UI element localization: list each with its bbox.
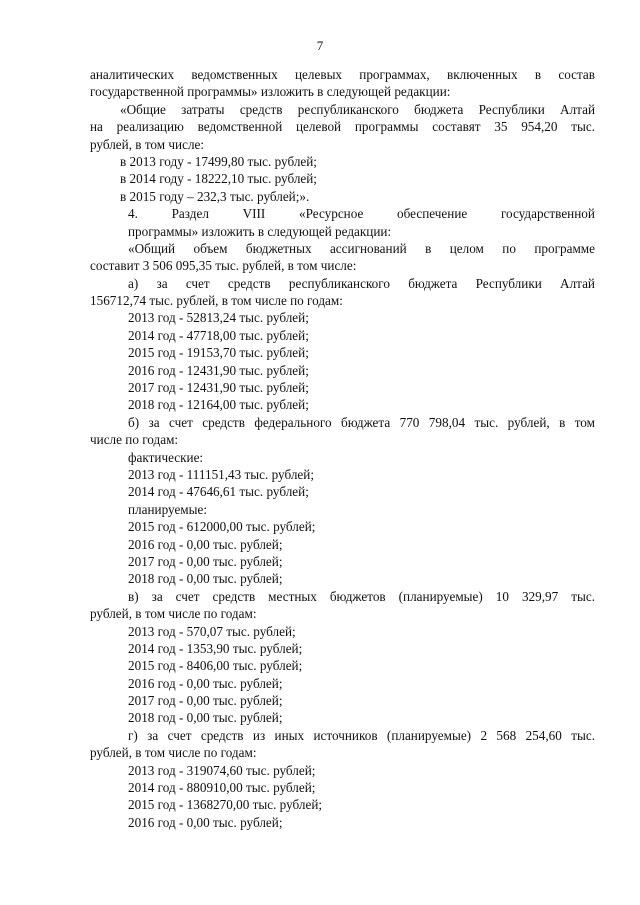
item-4-word: «Ресурсное bbox=[299, 206, 364, 222]
text-line: 2014 год - 1353,90 тыс. рублей; bbox=[128, 640, 303, 656]
text-line: 2016 год - 0,00 тыс. рублей; bbox=[128, 814, 283, 830]
text-line: государственной программы» изложить в следующей редакции: bbox=[90, 84, 451, 100]
item-4-word: государственной bbox=[500, 206, 595, 222]
text-line: а) за счет средств республиканского бюджета Республики Алтай bbox=[128, 275, 595, 291]
paragraph-block-2 bbox=[90, 240, 595, 831]
text-line: в 2015 году – 232,3 тыс. рублей;». bbox=[120, 188, 310, 204]
text-line: 2016 год - 0,00 тыс. рублей; bbox=[128, 675, 283, 691]
text-line: 2018 год - 0,00 тыс. рублей; bbox=[128, 710, 283, 726]
text-line: 2015 год - 612000,00 тыс. рублей; bbox=[128, 519, 316, 535]
text-line: рублей, в том числе по годам: bbox=[90, 606, 257, 622]
paragraph-block-1 bbox=[90, 66, 595, 205]
text-line: 2013 год - 52813,24 тыс. рублей; bbox=[128, 310, 309, 326]
text-line: в 2014 году - 18222,10 тыс. рублей; bbox=[120, 171, 317, 187]
text-line: 2013 год - 111151,43 тыс. рублей; bbox=[128, 466, 314, 482]
text-line: 2017 год - 12431,90 тыс. рублей; bbox=[128, 380, 309, 396]
text-line: в) за счет средств местных бюджетов (планируемые) 10 329,97 тыс. bbox=[128, 588, 595, 604]
text-line: на реализацию ведомственной целевой программы составят 35 954,20 тыс. bbox=[90, 119, 595, 135]
text-line: 2018 год - 0,00 тыс. рублей; bbox=[128, 571, 283, 587]
text-line: 2013 год - 319074,60 тыс. рублей; bbox=[128, 762, 316, 778]
text-line: в 2013 году - 17499,80 тыс. рублей; bbox=[120, 153, 317, 169]
text-line: «Общий объем бюджетных ассигнований в целом по программе bbox=[128, 240, 595, 256]
text-line: планируемые: bbox=[128, 501, 208, 517]
text-line: 2015 год - 19153,70 тыс. рублей; bbox=[128, 345, 309, 361]
item-4-number: 4. bbox=[128, 206, 138, 222]
page-number: 7 bbox=[316, 38, 324, 53]
document-body bbox=[90, 66, 595, 831]
item-4-continuation: программы» изложить в следующей редакции: bbox=[128, 223, 392, 239]
text-line: рублей, в том числе: bbox=[90, 136, 205, 152]
text-line: аналитических ведомственных целевых программах, включенных в состав bbox=[90, 67, 595, 82]
item-4-heading bbox=[90, 205, 595, 222]
text-line: 2014 год - 47646,61 тыс. рублей; bbox=[128, 484, 309, 500]
item-4-word: обеспечение bbox=[397, 206, 468, 222]
text-line: 2017 год - 0,00 тыс. рублей; bbox=[128, 693, 283, 709]
text-line: «Общие затраты средств республиканского бюджета Республики Алтай bbox=[120, 101, 595, 117]
item-4-word: VIII bbox=[242, 206, 266, 222]
text-line: составит 3 506 095,35 тыс. рублей, в том числе: bbox=[90, 258, 357, 274]
text-line: числе по годам: bbox=[90, 432, 179, 448]
text-line: 2016 год - 0,00 тыс. рублей; bbox=[128, 536, 283, 552]
text-line: б) за счет средств федерального бюджета 770 798,04 тыс. рублей, в том bbox=[128, 414, 595, 430]
text-line: 2015 год - 1368270,00 тыс. рублей; bbox=[128, 797, 323, 813]
text-line: фактические: bbox=[128, 449, 204, 465]
text-line: 2017 год - 0,00 тыс. рублей; bbox=[128, 553, 283, 569]
text-line: 2014 год - 880910,00 тыс. рублей; bbox=[128, 780, 316, 796]
item-4-word: Раздел bbox=[171, 206, 209, 222]
text-line: 2013 год - 570,07 тыс. рублей; bbox=[128, 623, 296, 639]
text-line: 2016 год - 12431,90 тыс. рублей; bbox=[128, 362, 309, 378]
text-line: 156712,74 тыс. рублей, в том числе по годам: bbox=[90, 293, 343, 309]
text-line: 2018 год - 12164,00 тыс. рублей; bbox=[128, 397, 309, 413]
text-line: рублей, в том числе по годам: bbox=[90, 745, 257, 761]
text-line: 2014 год - 47718,00 тыс. рублей; bbox=[128, 327, 309, 343]
text-line: 2015 год - 8406,00 тыс. рублей; bbox=[128, 658, 303, 674]
text-line: г) за счет средств из иных источников (планируемые) 2 568 254,60 тыс. bbox=[128, 727, 595, 743]
